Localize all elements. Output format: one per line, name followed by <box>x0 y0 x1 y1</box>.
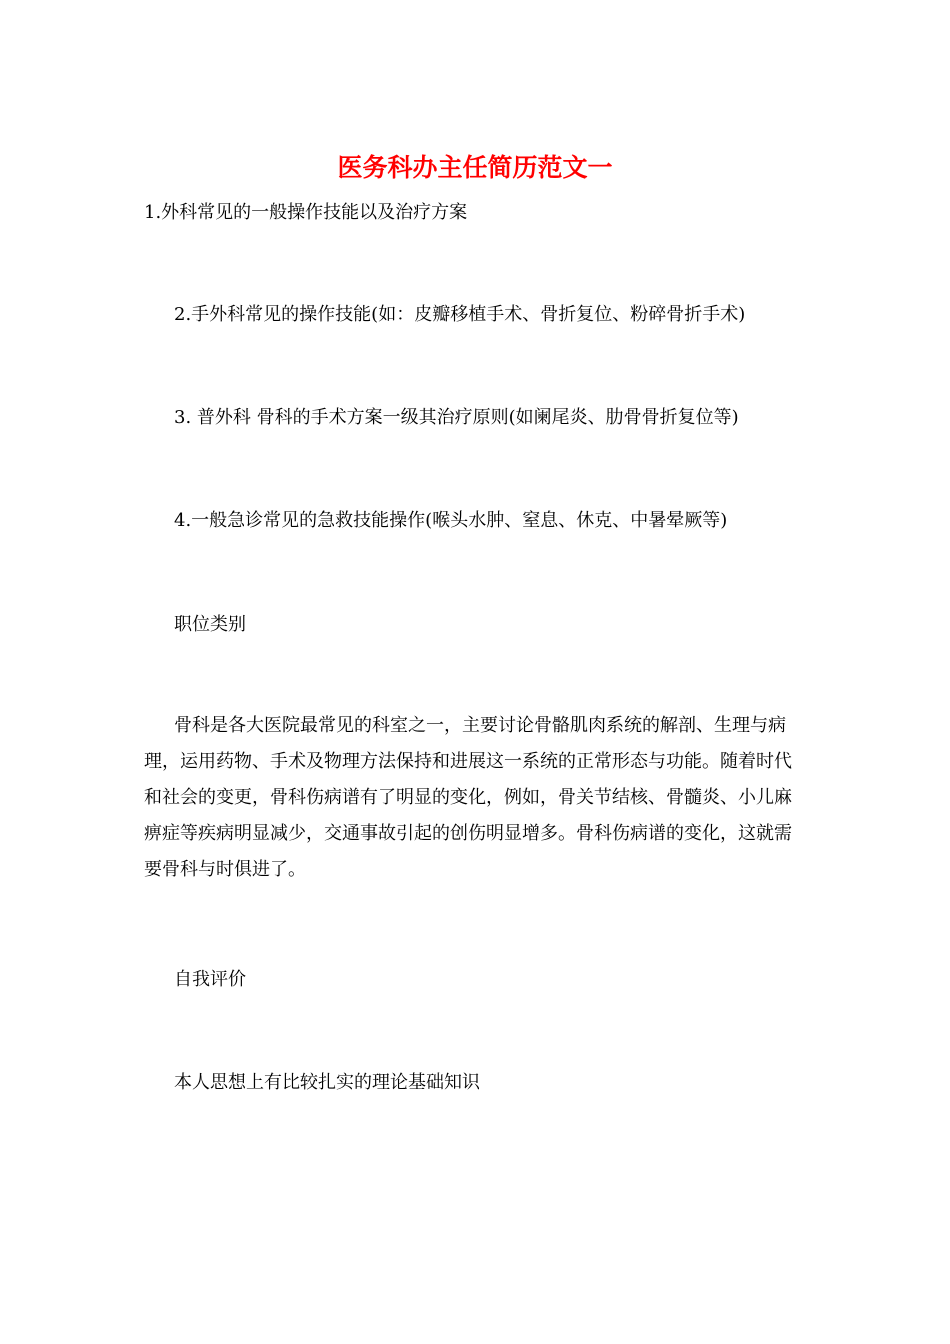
list-item-4: 4.一般急诊常见的急救技能操作(喉头水肿、窒息、休克、中暑晕厥等) <box>174 510 728 531</box>
orthopedics-paragraph: 骨科是各大医院最常见的科室之一，主要讨论骨骼肌肉系统的解剖、生理与病理，运用药物、手术及物理方法保持和进展这一系统的正常形态与功能。随着时代和社会的变更，骨科伤病谱有了明显的变化，例如，骨关节结核、骨髓炎、小儿麻痹症等疾病明显减少，交通事故引起的创伤明显增多。骨科伤病谱的变化，这就需要骨科与时俱进了。 <box>144 715 792 880</box>
document-title: 医务科办主任简历范文一 <box>337 153 613 182</box>
list-item-3: 3. 普外科 骨科的手术方案一级其治疗原则(如阑尾炎、肋骨骨折复位等) <box>174 407 739 428</box>
section-heading-self-evaluation: 自我评价 <box>174 969 246 990</box>
section-heading-job-category: 职位类别 <box>174 614 246 635</box>
list-item-1: 1.外科常见的一般操作技能以及治疗方案 <box>144 202 468 223</box>
list-item-2: 2.手外科常见的操作技能(如：皮瓣移植手术、骨折复位、粉碎骨折手术) <box>174 304 746 325</box>
self-evaluation-text: 本人思想上有比较扎实的理论基础知识 <box>174 1072 480 1093</box>
